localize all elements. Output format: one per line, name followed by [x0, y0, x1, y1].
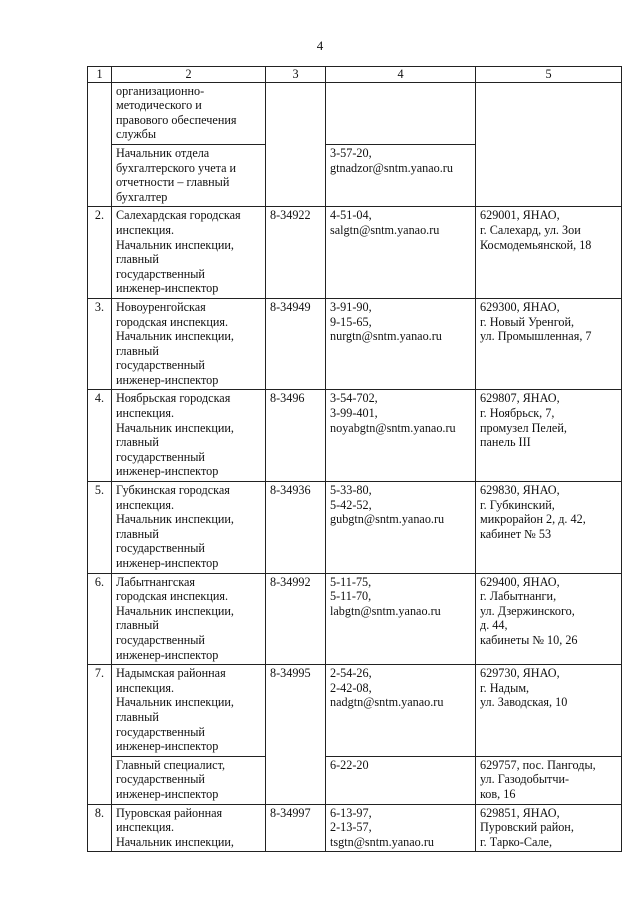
- row-number-cell: 7.: [88, 665, 112, 804]
- phone-line: 3-99-401,: [330, 406, 378, 421]
- address-line: г. Ноябрьск, 7,: [480, 406, 555, 421]
- email-line: noyabgtn@sntm.yanao.ru: [330, 420, 456, 435]
- phone-line: 4-51-04,: [330, 208, 372, 223]
- table-row: [88, 207, 622, 299]
- phone-line: 5-42-52,: [330, 497, 372, 512]
- position-cell: [112, 207, 266, 299]
- address-line: 629400, ЯНАО,: [480, 574, 560, 589]
- position-line: государственный: [116, 632, 205, 647]
- address-cell: [476, 804, 622, 852]
- position-line: Надымская районная: [116, 666, 226, 681]
- phone-line: 2-42-08,: [330, 680, 372, 695]
- phone-line: 3-54-702,: [330, 391, 378, 406]
- phone-line: 3-91-90,: [330, 299, 372, 314]
- code-cell: [266, 82, 326, 207]
- phone-line: 2-54-26,: [330, 666, 372, 681]
- phone-line: 5-33-80,: [330, 483, 372, 498]
- position-line: инженер-инспектор: [116, 786, 219, 801]
- position-line: главный: [116, 709, 159, 724]
- position-line: инспекция.: [116, 497, 175, 512]
- table-row: [88, 390, 622, 482]
- position-line: Начальник инспекции,: [116, 329, 234, 344]
- position-line: организационно-: [116, 83, 205, 98]
- position-line: государственный: [116, 772, 205, 787]
- email-line: tsgtn@sntm.yanao.ru: [330, 834, 434, 849]
- position-line: Начальник инспекции,: [116, 695, 234, 710]
- phone-line: 9-15-65,: [330, 314, 372, 329]
- position-cell: [112, 144, 266, 206]
- column-header: 5: [476, 67, 622, 83]
- phone-line: 6-22-20: [330, 757, 369, 772]
- email-line: gubgtn@sntm.yanao.ru: [330, 512, 445, 527]
- position-line: инженер-инспектор: [116, 281, 219, 296]
- address-cell: [476, 756, 622, 804]
- position-line: инженер-инспектор: [116, 739, 219, 754]
- phone-line: 5-11-75,: [330, 574, 372, 589]
- code-cell: 8-34997: [266, 804, 326, 852]
- email-line: salgtn@sntm.yanao.ru: [330, 222, 440, 237]
- position-line: городская инспекция.: [116, 589, 229, 604]
- position-line: главный: [116, 526, 159, 541]
- table-row: [88, 573, 622, 665]
- position-cell: [112, 82, 266, 144]
- position-line: Пуровская районная: [116, 805, 223, 820]
- table-header-row: [88, 67, 622, 83]
- address-line: ул. Заводская, 10: [480, 695, 568, 710]
- position-cell: [112, 298, 266, 390]
- position-line: государственный: [116, 541, 205, 556]
- address-cell: [476, 82, 622, 207]
- address-line: г. Тарко-Сале,: [480, 834, 552, 849]
- position-line: инженер-инспектор: [116, 556, 219, 570]
- position-line: Главный специалист,: [116, 757, 226, 772]
- position-cell: [112, 756, 266, 804]
- position-line: Губкинская городская: [116, 483, 230, 498]
- phones-cell: [326, 390, 476, 482]
- inspections-table: [87, 66, 622, 852]
- position-line: главный: [116, 252, 159, 267]
- position-line: бухгалтерского учета и: [116, 160, 237, 175]
- position-line: главный: [116, 435, 159, 450]
- position-line: государственный: [116, 724, 205, 739]
- position-line: Ноябрьская городская: [116, 391, 231, 406]
- code-cell: 8-34995: [266, 665, 326, 804]
- position-line: государственный: [116, 266, 205, 281]
- code-cell: 8-34922: [266, 207, 326, 299]
- code-cell: 8-34949: [266, 298, 326, 390]
- address-line: г. Надым,: [480, 680, 530, 695]
- address-line: промузел Пелей,: [480, 420, 567, 435]
- position-line: правового обеспечения: [116, 112, 237, 127]
- column-header: 3: [266, 67, 326, 83]
- position-cell: [112, 665, 266, 757]
- position-line: главный: [116, 618, 159, 633]
- email-line: labgtn@sntm.yanao.ru: [330, 603, 441, 618]
- address-line: кабинеты № 10, 26: [480, 632, 578, 647]
- row-number-cell: [88, 82, 112, 207]
- position-line: Новоуренгойская: [116, 299, 206, 314]
- email-line: nadgtn@sntm.yanao.ru: [330, 695, 444, 710]
- position-cell: [112, 573, 266, 665]
- address-line: 629757, пос. Пангоды,: [480, 757, 596, 772]
- page-number: 4: [316, 38, 324, 53]
- address-line: ул. Промышленная, 7: [480, 329, 592, 344]
- position-cell: [112, 390, 266, 482]
- position-line: инспекция.: [116, 222, 175, 237]
- address-line: Пуровский район,: [480, 820, 574, 835]
- phone-line: 6-13-97,: [330, 805, 372, 820]
- column-header: 4: [326, 67, 476, 83]
- address-line: ул. Дзержинского,: [480, 603, 575, 618]
- position-line: государственный: [116, 358, 205, 373]
- phones-cell: [326, 298, 476, 390]
- position-line: бухгалтер: [116, 189, 168, 204]
- code-cell: 8-3496: [266, 390, 326, 482]
- address-cell: [476, 482, 622, 574]
- email-line: gtnadzor@sntm.yanao.ru: [330, 160, 453, 175]
- position-line: методического и: [116, 98, 202, 113]
- address-cell: [476, 665, 622, 757]
- address-cell: [476, 390, 622, 482]
- phone-line: 5-11-70,: [330, 589, 372, 604]
- position-line: Салехардская городская: [116, 208, 241, 223]
- position-line: отчетности – главный: [116, 175, 230, 190]
- row-number-cell: 3.: [88, 298, 112, 390]
- position-cell: [112, 804, 266, 852]
- position-line: инспекция.: [116, 820, 175, 835]
- email-line: nurgtn@sntm.yanao.ru: [330, 329, 442, 344]
- phones-cell: [326, 573, 476, 665]
- phones-cell: [326, 756, 476, 804]
- phones-cell: [326, 804, 476, 852]
- table-row: [88, 482, 622, 574]
- code-cell: 8-34992: [266, 573, 326, 665]
- row-number-cell: 4.: [88, 390, 112, 482]
- position-line: Лабытнангская: [116, 574, 196, 589]
- position-line: главный: [116, 343, 159, 358]
- position-line: Начальник инспекции,: [116, 237, 234, 252]
- position-cell: [112, 482, 266, 574]
- table-row: [88, 756, 622, 804]
- address-line: г. Новый Уренгой,: [480, 314, 575, 329]
- address-line: 629807, ЯНАО,: [480, 391, 560, 406]
- table-row: [88, 665, 622, 757]
- address-line: 629730, ЯНАО,: [480, 666, 560, 681]
- row-number-cell: 2.: [88, 207, 112, 299]
- address-line: 629300, ЯНАО,: [480, 299, 560, 314]
- position-line: инженер-инспектор: [116, 464, 219, 479]
- position-line: Начальник инспекции,: [116, 512, 234, 527]
- address-line: 629830, ЯНАО,: [480, 483, 560, 498]
- position-line: инженер-инспектор: [116, 647, 219, 662]
- address-line: г. Лабытнанги,: [480, 589, 557, 604]
- phones-cell: [326, 665, 476, 757]
- phones-cell: [326, 207, 476, 299]
- address-line: д. 44,: [480, 618, 508, 633]
- position-line: Начальник инспекции,: [116, 834, 234, 849]
- address-line: 629851, ЯНАО,: [480, 805, 560, 820]
- position-line: службы: [116, 127, 157, 142]
- address-line: г. Салехард, ул. Зои: [480, 222, 581, 237]
- position-line: Начальник отдела: [116, 145, 210, 160]
- address-line: ул. Газодобытчи-: [480, 772, 570, 787]
- address-line: панель III: [480, 435, 531, 450]
- address-line: ков, 16: [480, 786, 516, 801]
- position-line: городская инспекция.: [116, 314, 229, 329]
- phones-cell: [326, 144, 476, 206]
- address-line: микрорайон 2, д. 42,: [480, 512, 586, 527]
- table-row: [88, 298, 622, 390]
- row-number-cell: 6.: [88, 573, 112, 665]
- column-header: 2: [112, 67, 266, 83]
- row-number-cell: 5.: [88, 482, 112, 574]
- row-number-cell: 8.: [88, 804, 112, 852]
- position-line: Начальник инспекции,: [116, 420, 234, 435]
- address-cell: [476, 207, 622, 299]
- address-cell: [476, 573, 622, 665]
- address-line: Космодемьянской, 18: [480, 237, 592, 252]
- phone-line: 2-13-57,: [330, 820, 372, 835]
- address-cell: [476, 298, 622, 390]
- table-row: [88, 804, 622, 852]
- phones-cell: [326, 482, 476, 574]
- table-row: [88, 82, 622, 144]
- position-line: инспекция.: [116, 406, 175, 421]
- position-line: Начальник инспекции,: [116, 603, 234, 618]
- column-header: 1: [88, 67, 112, 83]
- phones-cell: [326, 82, 476, 144]
- position-line: инспекция.: [116, 680, 175, 695]
- position-line: инженер-инспектор: [116, 372, 219, 387]
- address-line: 629001, ЯНАО,: [480, 208, 560, 223]
- address-line: кабинет № 53: [480, 526, 552, 541]
- phone-line: 3-57-20,: [330, 145, 372, 160]
- code-cell: 8-34936: [266, 482, 326, 574]
- position-line: государственный: [116, 449, 205, 464]
- address-line: г. Губкинский,: [480, 497, 555, 512]
